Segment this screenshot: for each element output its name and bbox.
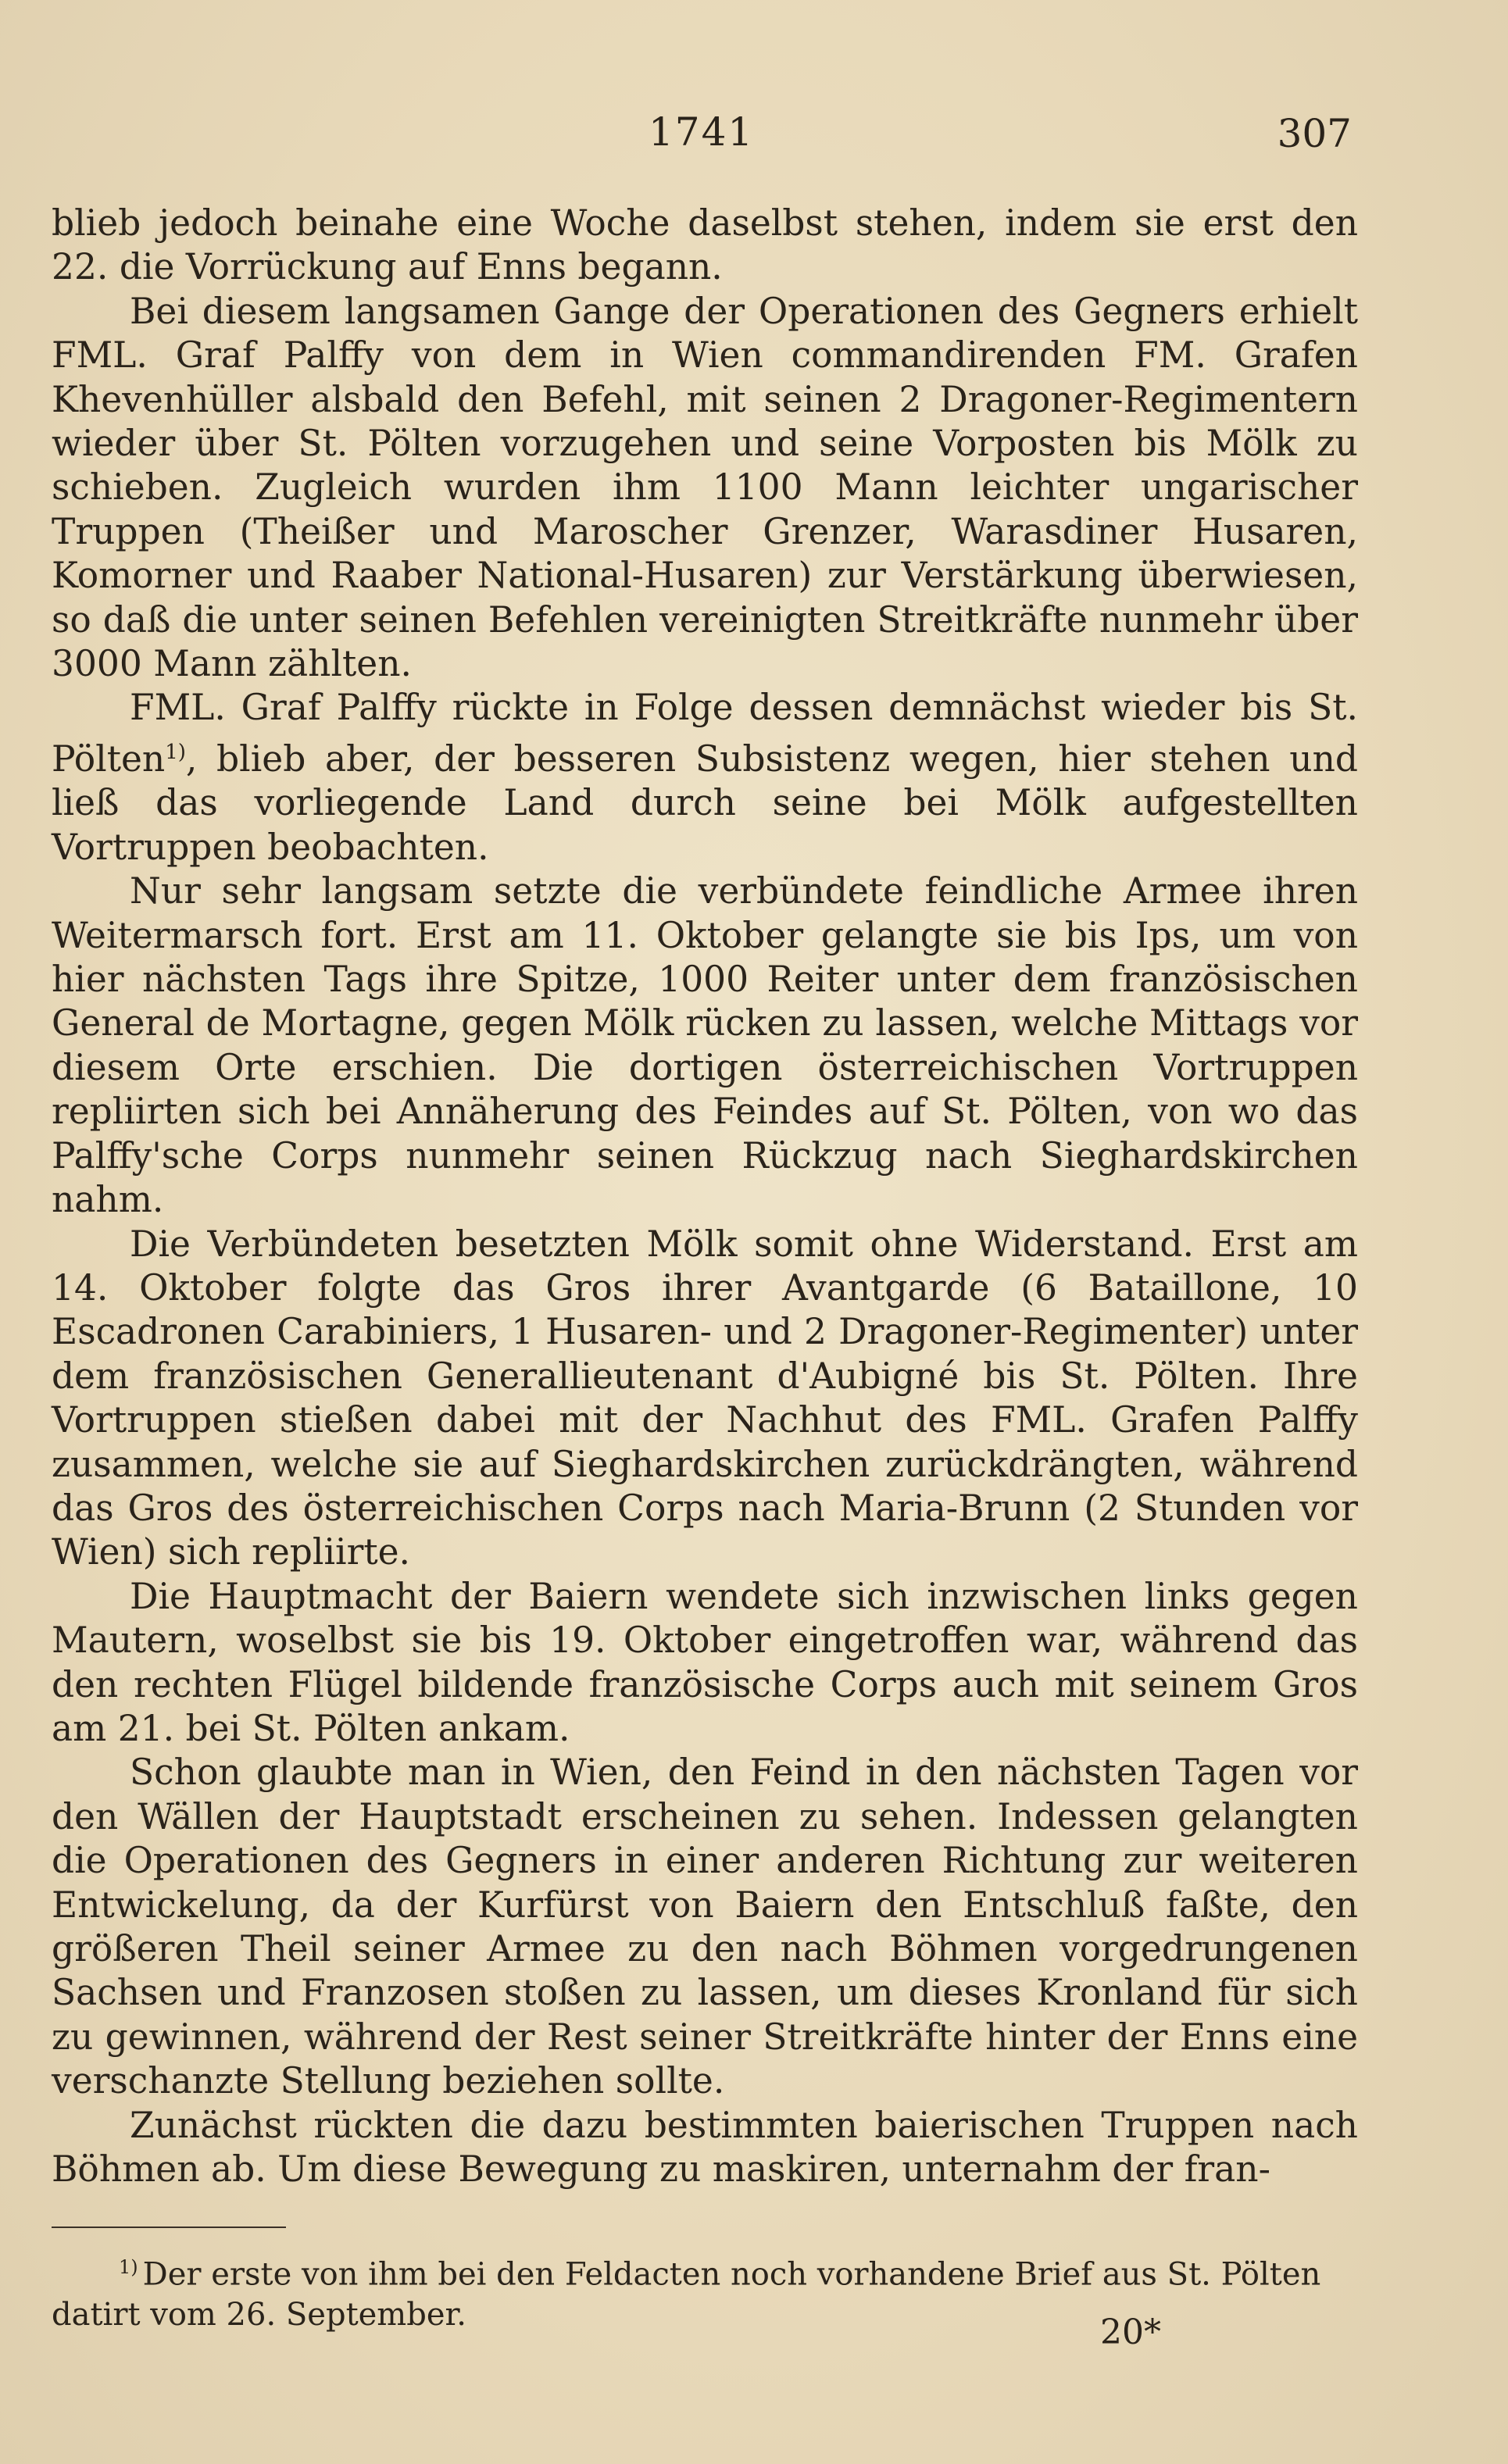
paragraph-text: FML. Graf Palffy rückte in Folge dessen demnächst wieder bis St. Pölten [52, 687, 1358, 780]
running-head-year: 1741 [649, 109, 755, 155]
main-text [52, 202, 1358, 2191]
paragraph: Die Hauptmacht der Baiern wendete sich inzwischen links gegen Mautern, woselbst sie bis 19. Oktober eingetroffen war, während das den rechten Flügel bildende französische Corps auch mit seinem Gros am 21. bei St. Pölten ankam. [52, 1575, 1358, 1749]
footnote-reference: 1) [165, 740, 186, 764]
paragraph: Schon glaubte man in Wien, den Feind in den nächsten Tagen vor den Wällen der Hauptstadt erscheinen zu sehen. Indessen gelangten die Operationen des Gegners in einer anderen Richtung zur weiteren Entwickelung, da der Kurfürst von Baiern den Entschluß faßte, den größeren Theil seiner Armee zu den nach Böhmen vorgedrungenen Sachsen und Franzosen stoßen zu lassen, um dieses Kronland für sich zu gewinnen, während der Rest seiner Streitkräfte hinter der Enns eine verschanzte Stellung beziehen sollte. [52, 1752, 1358, 2102]
page-number: 307 [1277, 111, 1352, 156]
signature-mark: 20* [1100, 2312, 1161, 2352]
paragraph-text: , blieb aber, der besseren Subsistenz wegen, hier stehen und ließ das vorliegende Land durch seine bei Mölk aufgestellten Vortruppen beobachten. [52, 738, 1358, 868]
paragraph: Die Verbündeten besetzten Mölk somit ohne Widerstand. Erst am 14. Oktober folgte das Gros ihrer Avantgarde (6 Bataillone, 10 Escadronen Carabiniers, 1 Husaren- und 2 Dragoner-Regimenter) unter dem französischen Generallieutenant d'Aubigné bis St. Pölten. Ihre Vortruppen stießen dabei mit der Nachhut des FML. Grafen Palffy zusammen, welche sie auf Sieghardskirchen zurückdrängten, während das Gros des österreichischen Corps nach Maria-Brunn (2 Stunden vor Wien) sich repliirte. [52, 1223, 1358, 1573]
page-header [55, 109, 1352, 164]
footnote-text: Der erste von ihm bei den Feldacten noch vorhandene Brief aus St. Pölten datirt vom 26. September. [52, 2256, 1321, 2334]
paragraph: Nur sehr langsam setzte die verbündete feindliche Armee ihren Weitermarsch fort. Erst am 11. Oktober gelangte sie bis Ips, um von hier nächsten Tags ihre Spitze, 1000 Reiter unter dem französischen General de Mortagne, gegen Mölk rücken zu lassen, welche Mittags vor diesem Orte erschien. Die dortigen österreichischen Vortruppen repliirten sich bei Annäherung des Feindes auf St. Pölten, von wo das Palffy'sche Corps nunmehr seinen Rückzug nach Sieghardskirchen nahm. [52, 870, 1358, 1221]
footnote-divider [52, 2227, 286, 2228]
footnote-marker: 1) [119, 2256, 138, 2278]
paragraph: Zunächst rückten die dazu bestimmten baierischen Truppen nach Böhmen ab. Um diese Bewegung zu maskiren, unternahm der fran- [52, 2104, 1358, 2191]
paragraph: blieb jedoch beinahe eine Woche daselbst stehen, indem sie erst den 22. die Vorrückung auf Enns begann. [52, 202, 1358, 288]
paragraph: Bei diesem langsamen Gange der Operationen des Gegners erhielt FML. Graf Palffy von dem in Wien commandirenden FM. Grafen Khevenhüller alsbald den Befehl, mit seinen 2 Dragoner-Regimentern wieder über St. Pölten vorzugehen und seine Vorposten bis Mölk zu schieben. Zugleich wurden ihm 1100 Mann leichter ungarischer Truppen (Theißer und Maroscher Grenzer, Warasdiner Husaren, Komorner und Raaber National-Husaren) zur Verstärkung überwiesen, so daß die unter seinen Befehlen vereinigten Streitkräfte nunmehr über 3000 Mann zählten. [52, 290, 1358, 685]
paragraph [52, 686, 1358, 870]
